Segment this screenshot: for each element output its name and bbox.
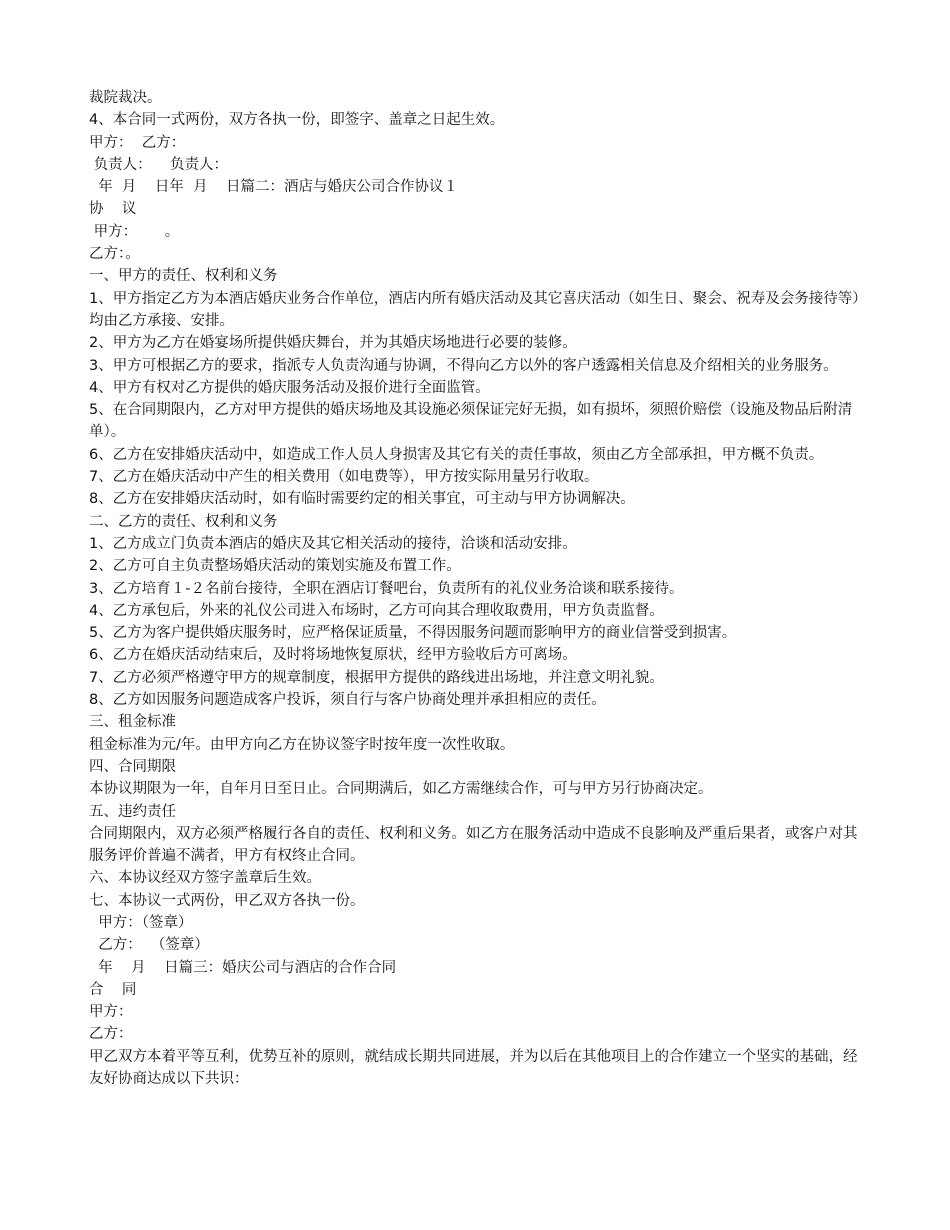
section-title: 合 同	[89, 981, 137, 998]
clause: 3、甲方可根据乙方的要求，指派专人负责沟通与协调，不得向乙方以外的客户透露相关信息及介绍相关的业务服务。	[89, 357, 838, 374]
clause: 3、乙方培育１-２名前台接待，全职在酒店订餐吧台，负责所有的礼仪业务洽谈和联系接待。	[89, 580, 684, 597]
clause: 7、乙方必须严格遵守甲方的规章制度，根据甲方提供的路线进出场地，并注意文明礼貌。	[89, 669, 664, 686]
section-heading: 一、甲方的责任、权利和义务	[89, 268, 278, 285]
clause: 8、乙方在安排婚庆活动时，如有临时需要约定的相关事宜，可主动与甲方协调解决。	[89, 491, 635, 508]
section-heading: 四、合同期限	[89, 758, 176, 775]
document-body	[89, 87, 865, 1090]
clause: 1、甲方指定乙方为本酒店婚庆业务合作单位，酒店内所有婚庆活动及其它喜庆活动（如生日、聚会、祝寿及会务接待等）均由乙方承接、安排。	[89, 290, 860, 329]
text-line: 裁院裁决。	[89, 90, 162, 106]
clause: 4、乙方承包后，外来的礼仪公司进入布场时，乙方可向其合理收取费用，甲方负责监督。	[89, 602, 664, 619]
section-heading: 二、乙方的责任、权利和义务	[89, 513, 278, 530]
text-line: 乙方：。	[89, 246, 140, 263]
text-line: 乙方：	[89, 1026, 133, 1043]
clause: 8、乙方如因服务问题造成客户投诉，须自行与客户协商处理并承担相应的责任。	[89, 692, 606, 709]
clause: 5、乙方为客户提供婚庆服务时，应严格保证质量，不得因服务问题而影响甲方的商业信誉受到损害。	[89, 625, 737, 642]
section-heading: 五、违约责任	[89, 803, 176, 820]
clause: 租金标准为元/年。由甲方向乙方在协议签字时按年度一次性收取。	[89, 736, 515, 753]
clause: 5、在合同期限内，乙方对甲方提供的婚庆场地及其设施必须保证完好无损，如有损坏，须照价赔偿（设施及物品后附清单）。	[89, 402, 853, 441]
clause: 7、乙方在婚庆活动中产生的相关费用（如电费等），甲方按实际用量另行收取。	[89, 469, 599, 486]
clause: 1、乙方成立门负责本酒店的婚庆及其它相关活动的接待，洽谈和活动安排。	[89, 535, 577, 552]
signature-line: 甲方：（签章）	[89, 914, 193, 931]
clause: 4、甲方有权对乙方提供的婚庆服务活动及报价进行全面监管。	[89, 379, 490, 396]
paragraph: 甲乙双方本着平等互利，优势互补的原则，就结成长期共同进展，并为以后在其他项目上的合作建立一个坚实的基础，经友好协商达成以下共识：	[89, 1048, 858, 1088]
text-line: 甲方： 乙方：	[89, 134, 186, 151]
signature-line: 乙方： （签章）	[89, 937, 209, 954]
text-line: 4、本合同一式两份，双方各执一份，即签字、盖章之日起生效。	[89, 112, 505, 129]
section-title: 协 议	[89, 201, 137, 218]
section-heading: 七、本协议一式两份，甲乙双方各执一份。	[89, 892, 365, 909]
clause: 2、甲方为乙方在婚宴场所提供婚庆舞台，并为其婚庆场地进行必要的装修。	[89, 335, 577, 352]
date-line: 年 月 日篇三：婚庆公司与酒店的合作合同	[89, 959, 397, 976]
section-heading: 三、租金标准	[89, 714, 176, 731]
clause: 合同期限内，双方必须严格履行各自的责任、权利和义务。如乙方在服务活动中造成不良影响及严重后果者，或客户对其服务评价普遍不满者，甲方有权终止合同。	[89, 825, 858, 865]
clause: 6、乙方在婚庆活动结束后，及时将场地恢复原状，经甲方验收后方可离场。	[89, 647, 577, 664]
section-heading: 六、本协议经双方签字盖章后生效。	[89, 870, 321, 887]
text-line: 甲方： 。	[89, 223, 180, 240]
clause: 6、乙方在安排婚庆活动中，如造成工作人员人身损害及其它有关的责任事故，须由乙方全部承担，甲方概不负责。	[89, 446, 824, 463]
text-line: 甲方：	[89, 1004, 133, 1021]
clause: 本协议期限为一年，自年月日至日止。合同期满后，如乙方需继续合作，可与甲方另行协商决定。	[89, 781, 713, 798]
text-line: 负责人： 负责人：	[89, 156, 229, 173]
text-line: 年 月 日年 月 日篇二：酒店与婚庆公司合作协议１	[89, 179, 459, 196]
clause: 2、乙方可自主负责整场婚庆活动的策划实施及布置工作。	[89, 558, 461, 575]
